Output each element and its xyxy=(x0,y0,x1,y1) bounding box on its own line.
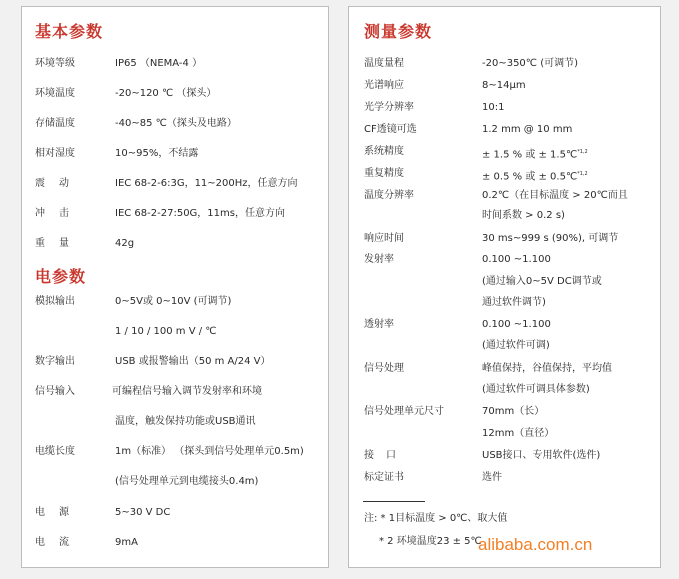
measure-label: 接口 xyxy=(364,450,408,461)
basic-label: 冲击 xyxy=(35,208,83,219)
elec-value: 9mA xyxy=(115,537,138,548)
measure-value: 时间系数 > 0.2 s) xyxy=(482,210,565,221)
basic-and-electrical-params-panel xyxy=(21,6,329,568)
elec-label: 电缆长度 xyxy=(35,446,75,457)
measure-value: -20~350℃ (可调节) xyxy=(482,58,579,69)
measure-label: 标定证书 xyxy=(364,472,404,483)
footnote-1: 注: * 1目标温度 > 0℃、取大值 xyxy=(364,513,508,524)
measure-value: 1.2 mm @ 10 mm xyxy=(482,124,573,135)
measure-value: (通过软件可调具体参数) xyxy=(482,384,590,395)
footnote-mark: *1,2 xyxy=(577,171,588,177)
notes-divider xyxy=(363,501,425,502)
measure-value: 70mm（长） xyxy=(482,406,545,417)
measurement-params-title: 测量参数 xyxy=(364,22,433,41)
basic-label: 环境温度 xyxy=(35,88,75,99)
basic-label: 相对湿度 xyxy=(35,148,75,159)
repeatability-text: ± 0.5 % 或 ± 0.5℃ xyxy=(482,171,578,183)
electrical-params-title: 电参数 xyxy=(35,267,87,286)
measure-value: 8~14μm xyxy=(482,80,526,91)
elec-label: 模拟输出 xyxy=(35,296,75,307)
accuracy-text: ± 1.5 % 或 ± 1.5℃ xyxy=(482,149,578,161)
elec-value: (信号处理单元到电缆接头0.4m) xyxy=(115,476,259,487)
measure-value: 通过软件调节) xyxy=(482,297,546,308)
measure-value: 12mm（直径） xyxy=(482,428,555,439)
elec-label: 电流 xyxy=(35,537,83,548)
measure-value xyxy=(482,145,588,162)
basic-value: -20~120 ℃ （探头） xyxy=(115,88,217,99)
footnote-mark: *1,2 xyxy=(577,149,588,155)
measure-value: (通过软件可调) xyxy=(482,340,550,351)
elec-value: USB 或报警输出（50 m A/24 V） xyxy=(115,356,271,367)
basic-params-title: 基本参数 xyxy=(35,22,104,41)
elec-label: 数字输出 xyxy=(35,356,75,367)
elec-value: 可编程信号输入调节发射率和环境 xyxy=(112,386,262,397)
measure-label: 系统精度 xyxy=(364,146,404,157)
elec-value: 0~5V或 0~10V (可调节) xyxy=(115,296,232,307)
measure-label: 信号处理 xyxy=(364,363,404,374)
elec-value: 1 / 10 / 100 m V / ℃ xyxy=(115,326,217,337)
measure-value: 30 ms~999 s (90%), 可调节 xyxy=(482,233,619,244)
elec-value: 温度，触发保持功能或USB通讯 xyxy=(115,416,256,427)
elec-value: 5~30 V DC xyxy=(115,507,171,518)
basic-value: 10~95%，不结露 xyxy=(115,148,199,159)
measure-label: 光谱响应 xyxy=(364,80,404,91)
measure-label: 温度量程 xyxy=(364,58,404,69)
measure-value: 峰值保持，谷值保持，平均值 xyxy=(482,363,612,374)
measure-label: 信号处理单元尺寸 xyxy=(364,406,444,417)
measure-label: 光学分辨率 xyxy=(364,102,414,113)
measure-value: 选件 xyxy=(482,472,502,483)
basic-label: 震动 xyxy=(35,178,83,189)
basic-value: IEC 68-2-27:50G，11ms，任意方向 xyxy=(115,208,285,219)
basic-label: 环境等级 xyxy=(35,58,75,69)
measure-value: 10:1 xyxy=(482,102,505,113)
basic-label: 存储温度 xyxy=(35,118,75,129)
measure-value: 0.2℃（在目标温度 > 20℃而且 xyxy=(482,190,628,201)
measure-label: 温度分辨率 xyxy=(364,190,414,201)
measure-label: 重复精度 xyxy=(364,168,404,179)
measure-label: 响应时间 xyxy=(364,233,404,244)
footnote-2: * 2 环境温度23 ± 5℃ xyxy=(379,536,482,547)
basic-label: 重量 xyxy=(35,238,83,249)
elec-value: 1m（标准） （探头到信号处理单元0.5m) xyxy=(115,446,304,457)
elec-label: 信号输入 xyxy=(35,386,75,397)
measure-value: USB接口、专用软件(选件) xyxy=(482,450,601,461)
measure-label: 发射率 xyxy=(364,254,394,265)
measure-value: (通过输入0~5V DC调节或 xyxy=(482,276,602,287)
measure-value: 0.100 ~1.100 xyxy=(482,319,551,330)
basic-value: 42g xyxy=(115,238,135,249)
measure-label: 透射率 xyxy=(364,319,394,330)
measurement-params-panel xyxy=(348,6,661,568)
measure-value: 0.100 ~1.100 xyxy=(482,254,551,265)
basic-value: IP65 （NEMA-4 ） xyxy=(115,58,203,69)
elec-label: 电源 xyxy=(35,507,83,518)
alibaba-watermark: alibaba.com.cn xyxy=(478,535,593,554)
basic-value: IEC 68-2-6:3G，11~200Hz，任意方向 xyxy=(115,178,298,189)
measure-value xyxy=(482,167,588,184)
measure-label: CF透镜可选 xyxy=(364,124,417,135)
basic-value: -40~85 ℃（探头及电路） xyxy=(115,118,237,129)
